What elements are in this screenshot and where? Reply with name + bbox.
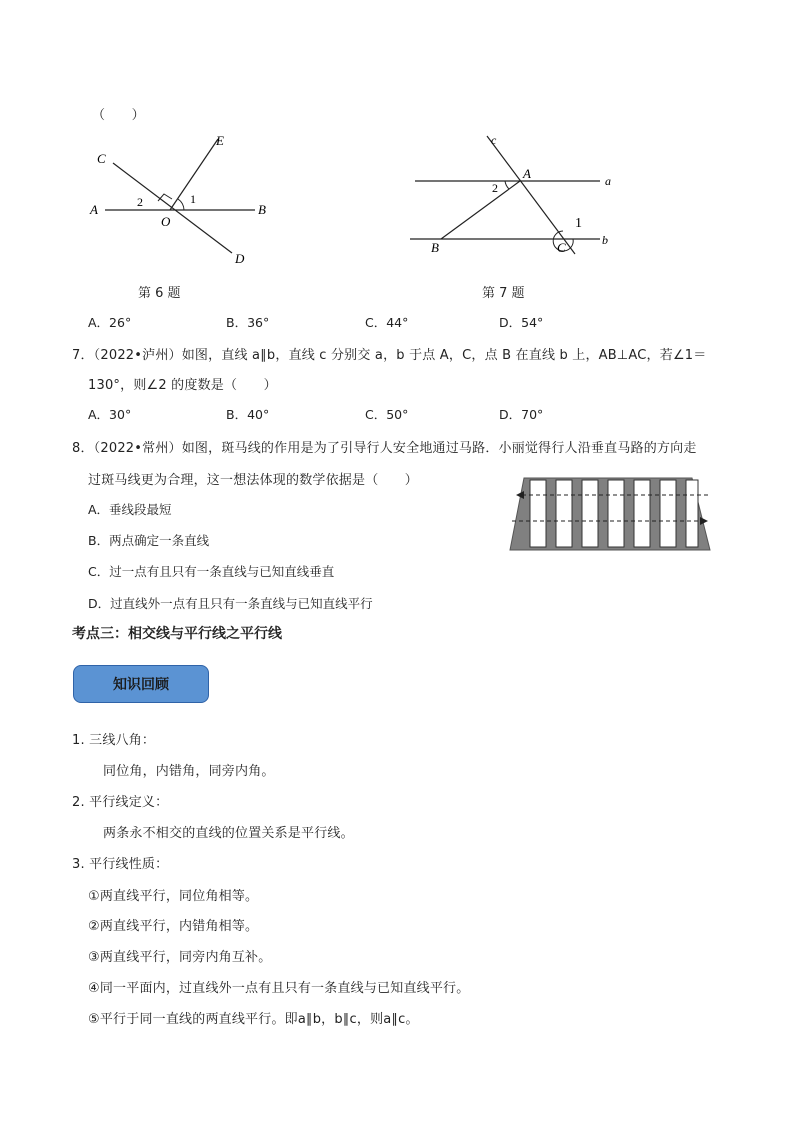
label-c: C [97,151,106,166]
property-2: ②两直线平行，内错角相等。 [88,919,259,934]
figure-7-caption: 第 7 题 [482,286,525,301]
right-angle-mark [158,194,172,201]
q8-text-line1: 8．（2022•常州）如图，斑马线的作用是为了引导行人安全地通过马路．小丽觉得行人沿垂直马路的方向走 [72,441,697,456]
line-cd [113,163,232,253]
label-a: A [90,202,98,217]
q7-text-line2: 130°，则∠2 的度数是（ ） [88,378,277,393]
figure-6-diagram [80,125,280,275]
label-angle-2: 2 [137,195,143,209]
answer-paren: （ ） [92,108,145,123]
label-angle-1: 1 [575,216,582,231]
label-b: B [258,202,266,217]
q7-option-c[interactable]: C．50° [365,407,409,422]
label-c-point: C [557,240,566,255]
q6-option-b[interactable]: B．36° [226,315,270,330]
section-title: 考点三：相交线与平行线之平行线 [72,626,282,642]
review-item1-title: 1. 三线八角： [72,733,156,748]
label-o: O [161,214,171,229]
figure-6-caption: 第 6 题 [138,286,181,301]
review-item1-body: 同位角，内错角，同旁内角。 [103,764,275,779]
review-item3-title: 3. 平行线性质： [72,857,169,872]
label-d: D [235,251,245,266]
label-e: E [216,133,224,148]
review-item2-title: 2. 平行线定义： [72,795,169,810]
property-3: ③两直线平行，同旁内角互补。 [88,950,272,965]
label-a-point: A [523,166,531,181]
knowledge-review-button[interactable]: 知识回顾 [73,665,209,703]
q7-text-line1: 7．（2022•泸州）如图，直线 a∥b，直线 c 分别交 a，b 于点 A，C，点 B 在直线 b 上，AB⊥AC，若∠1＝ [72,348,707,363]
label-angle-2: 2 [492,181,498,195]
arrow-right-icon [700,517,708,525]
q8-option-d[interactable]: D．过直线外一点有且只有一条直线与已知直线平行 [88,596,373,611]
segment-ab [441,181,520,239]
review-item2-body: 两条永不相交的直线的位置关系是平行线。 [103,826,354,841]
property-1: ①两直线平行，同位角相等。 [88,889,259,904]
q8-option-a[interactable]: A．垂线段最短 [88,502,172,517]
q6-option-c[interactable]: C．44° [365,315,409,330]
label-angle-1: 1 [190,192,196,206]
property-4: ④同一平面内，过直线外一点有且只有一条直线与已知直线平行。 [88,981,470,996]
q7-option-b[interactable]: B．40° [226,407,270,422]
q8-text-line2: 过斑马线更为合理，这一想法体现的数学依据是（ ） [88,473,419,488]
zebra-crossing-diagram [508,474,718,554]
q6-option-a[interactable]: A．26° [88,315,132,330]
q8-option-b[interactable]: B．两点确定一条直线 [88,533,210,548]
q7-option-a[interactable]: A．30° [88,407,132,422]
q8-option-c[interactable]: C．过一点有且只有一条直线与已知直线垂直 [88,564,335,579]
q6-option-d[interactable]: D．54° [499,315,544,330]
label-c-line: c [491,133,497,147]
angle-2-arc [505,181,509,189]
label-a-line: a [605,174,611,188]
property-5: ⑤平行于同一直线的两直线平行。即a∥b，b∥c，则a∥c。 [88,1012,419,1027]
q7-option-d[interactable]: D．70° [499,407,544,422]
figure-7-diagram [405,128,625,258]
label-b-point: B [431,240,439,255]
label-b-line: b [602,233,608,247]
angle-1-arc [178,199,184,210]
